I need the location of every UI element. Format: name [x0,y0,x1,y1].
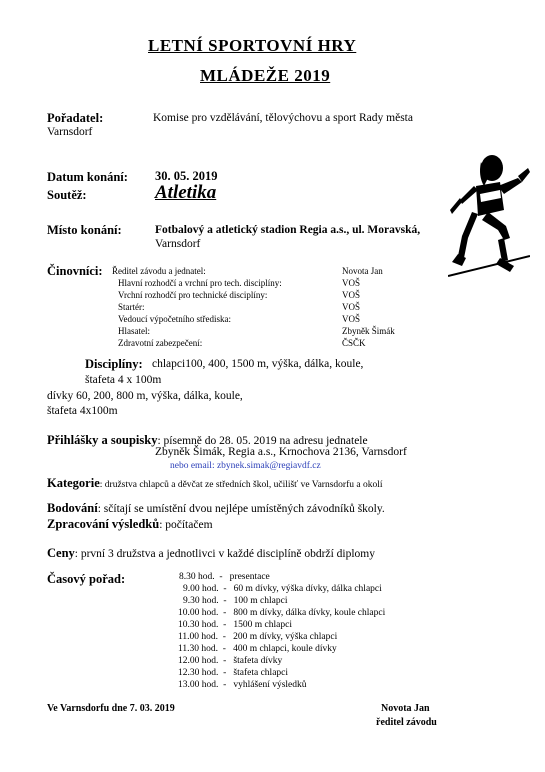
soutez-value: Atletika [155,182,217,203]
schedule-sep: - [219,572,223,582]
prihlasky-line2: Zbyněk Šimák, Regia a.s., Krnochova 2136, Varnsdorf [155,446,407,458]
schedule-event: štafeta chlapci [233,668,289,678]
cinovnik-row: Startér: [118,302,145,312]
schedule-time: 8.30 hod. [179,572,215,582]
poradatel-cont: Varnsdorf [47,126,93,138]
schedule-sep: - [222,644,226,654]
sprinter-illustration [448,148,530,278]
kategorie-line [47,474,383,492]
zpracovani-value: : počítačem [159,519,213,531]
schedule-row [178,632,337,642]
schedule-row [183,596,288,606]
schedule-row [178,644,337,654]
kategorie-value: : družstva chlapců a děvčat ze středních škol, učilišť ve Varnsdorfu a okolí [99,480,383,490]
cinovnik-name: VOŠ [342,302,361,312]
poradatel-label: Pořadatel: [47,111,104,125]
page-title-line2: MLÁDEŽE 2019 [200,66,331,85]
schedule-event: štafeta dívky [233,656,283,666]
schedule-time: 10.00 hod. [178,608,219,618]
discipliny-line3: dívky 60, 200, 800 m, výška, dálka, koule, [47,390,243,402]
schedule-time: 12.00 hod. [178,656,219,666]
schedule-row [178,608,385,618]
prihlasky-email: nebo email: zbynek.simak@regiavdf.cz [170,461,321,471]
prihlasky-label: Přihlášky a soupisky [47,433,158,447]
page-title-line1: LETNÍ SPORTOVNÍ HRY [148,36,357,55]
misto-cont: Varnsdorf [155,238,201,250]
schedule-event: 100 m chlapci [233,596,288,606]
schedule-sep: - [223,620,227,630]
schedule-time: 12.30 hod. [178,668,219,678]
cinovnik-name: Zbyněk Šimák [342,326,395,336]
schedule-sep: - [223,656,227,666]
footer-sign-role: ředitel závodu [376,717,437,728]
schedule-time: 11.30 hod. [178,644,219,654]
discipliny-line2: štafeta 4 x 100m [85,374,162,386]
schedule-time: 11.00 hod. [178,632,219,642]
cinovnici-label: Činovníci: [47,264,103,278]
schedule-sep: - [223,668,227,678]
schedule-row [178,620,292,630]
cinovnik-name: ČSČK [342,338,366,348]
schedule-event: 400 m chlapci, koule dívky [233,644,337,654]
datum-value: 30. 05. 2019 [155,169,218,183]
schedule-sep: - [223,680,227,690]
schedule-row [178,656,282,666]
discipliny-line1: chlapci100, 400, 1500 m, výška, dálka, koule, [152,358,364,370]
footer-place-date: Ve Varnsdorfu dne 7. 03. 2019 [47,703,175,714]
zpracovani-line [47,515,213,533]
zpracovani-label: Zpracování výsledků [47,517,160,531]
cinovnik-name: Novota Jan [342,266,383,276]
schedule-sep: - [223,596,227,606]
schedule-time: 9.30 hod. [183,596,219,606]
schedule [175,572,435,697]
kategorie-label: Kategorie [47,476,100,490]
soutez-label: Soutěž: [47,188,87,202]
porad-line [47,570,125,588]
prihlasky-value: : písemně do 28. 05. 2019 na adresu jednatele [157,435,368,447]
schedule-row [178,668,288,678]
discipliny-line4: štafeta 4x100m [47,405,118,417]
cinovnik-row: Ředitel závodu a jednatel: [112,266,206,276]
discipliny-label: Disciplíny: [85,357,143,371]
schedule-event: vyhlášení výsledků [233,680,307,690]
ceny-value: : první 3 družstva a jednotlivci v každé disciplíně obdrží diplomy [74,548,375,560]
poradatel-value: Komise pro vzdělávání, tělovýchovu a sport Rady města [153,112,413,124]
misto-label: Místo konání: [47,223,122,237]
porad-label: Časový pořad [47,572,121,586]
footer-sign-name: Novota Jan [381,703,430,714]
cinovnik-row: Vedoucí výpočetního střediska: [118,314,231,324]
schedule-event: 1500 m chlapci [233,620,292,630]
ceny-line [47,544,375,562]
schedule-row [178,680,307,690]
cinovnici-list [112,266,412,350]
schedule-row [179,572,270,582]
schedule-event: presentace [229,572,270,582]
schedule-time: 13.00 hod. [178,680,219,690]
schedule-sep: - [223,584,227,594]
schedule-time: 9.00 hod. [183,584,219,594]
schedule-row [183,584,382,594]
schedule-event: 200 m dívky, výška chlapci [233,632,338,642]
schedule-sep: - [222,632,226,642]
cinovnik-name: VOŠ [342,314,361,324]
schedule-event: 60 m dívky, výška dívky, dálka chlapci [233,584,382,594]
ceny-label: Ceny [47,546,75,560]
cinovnik-row: Hlavní rozhodčí a vrchní pro tech. disciplíny: [118,278,282,288]
cinovnik-name: VOŠ [342,290,361,300]
cinovnik-row: Hlasatel: [118,326,150,336]
schedule-time: 10.30 hod. [178,620,219,630]
cinovnik-row: Zdravotní zabezpečení: [118,338,203,348]
cinovnik-row: Vrchní rozhodčí pro technické disciplíny: [118,290,268,300]
schedule-sep: - [223,608,227,618]
misto-value: Fotbalový a atletický stadion Regia a.s., ul. Moravská, [155,224,421,236]
bodovani-label: Bodování [47,501,98,515]
bodovani-value: : sčítají se umístění dvou nejlépe umístěných závodníků školy. [97,503,385,515]
cinovnik-name: VOŠ [342,278,361,288]
porad-colon: : [120,572,126,586]
datum-label: Datum konání: [47,170,128,184]
schedule-event: 800 m dívky, dálka dívky, koule chlapci [233,608,386,618]
